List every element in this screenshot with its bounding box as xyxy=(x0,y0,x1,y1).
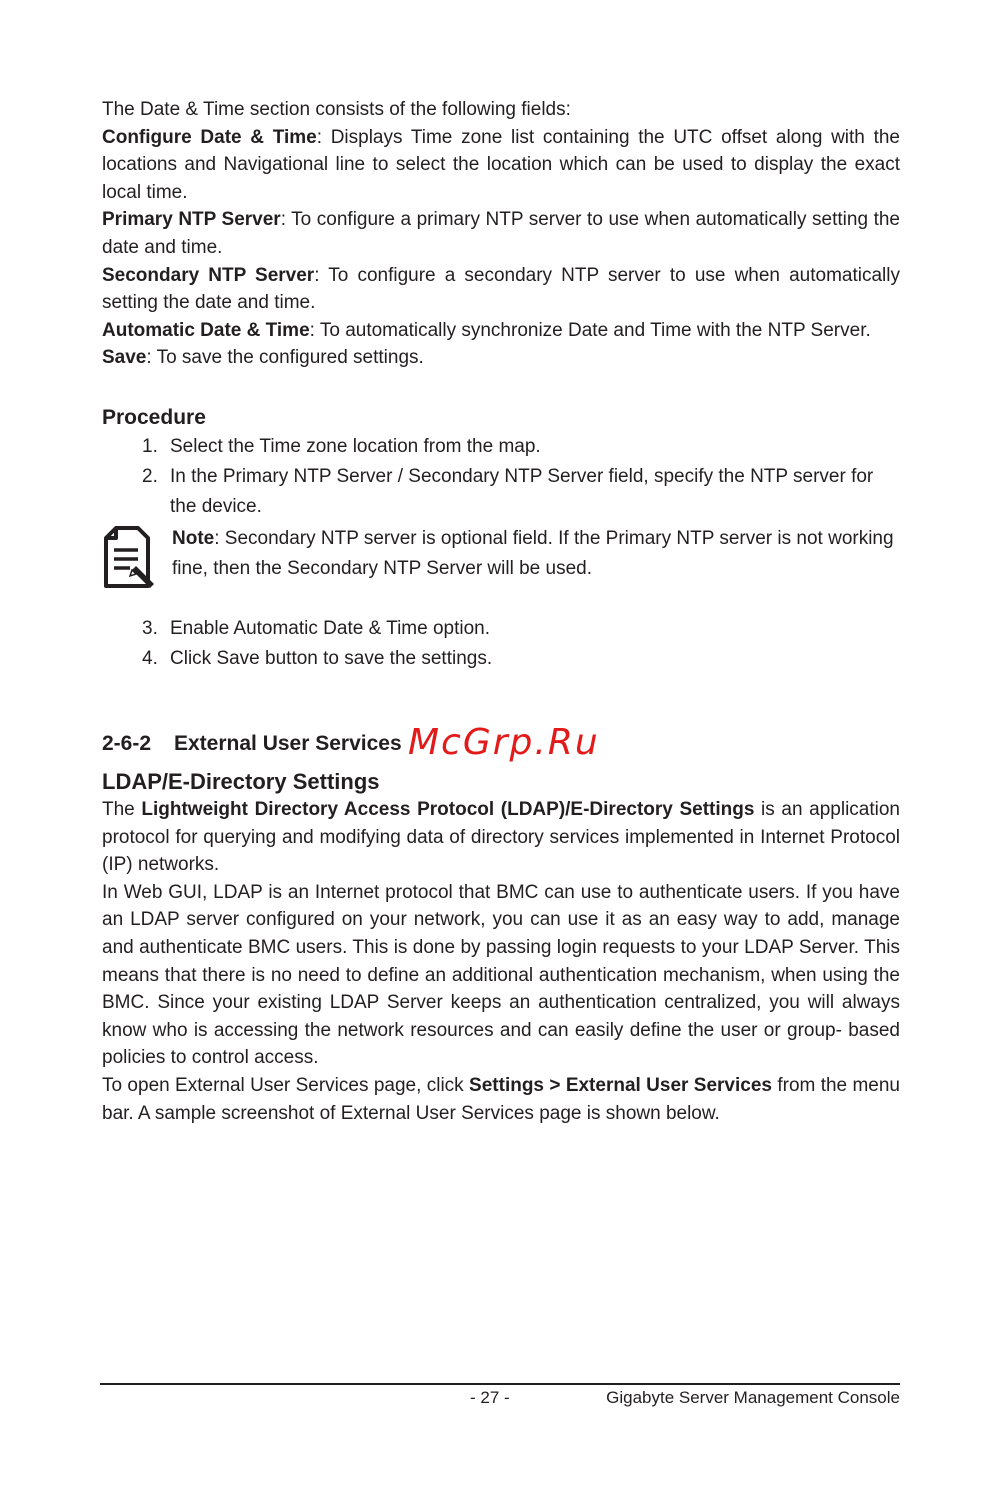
ldap-paragraph-3: To open External User Services page, click Settings > External User Services from the menu bar. A sample screenshot of External User Services page is shown below. xyxy=(102,1074,901,1124)
field-save: Save: To save the configured settings. xyxy=(102,347,424,369)
intro-line: The Date & Time section consists of the following fields: xyxy=(102,99,571,120)
procedure-steps-a xyxy=(102,432,900,522)
section-heading: 2-6-2 External User Services xyxy=(102,732,402,755)
ldap-paragraph-2: In Web GUI, LDAP is an Internet protocol that BMC can use to authenticate users. If you have an LDAP server configured on your network, you can use it as an easy way to add, manage and authenticate BMC users. This is done by passing login requests to your LDAP Server. This means that there is no need to define an additional authentication mechanism, when using the BMC. Since your existing LDAP Server keeps an authentication centralized, you will always know who is accessing the network resources and can easily define the user or group- based policies to control access. xyxy=(102,881,900,1069)
procedure-heading: Procedure xyxy=(102,406,206,429)
note-document-icon xyxy=(102,526,154,592)
ldap-body xyxy=(102,796,900,1127)
ldap-heading: LDAP/E-Directory Settings xyxy=(102,769,380,794)
field-automatic-date-time: Automatic Date & Time: To automatically synchronize Date and Time with the NTP Server. xyxy=(102,319,871,341)
procedure-step: 3. Enable Automatic Date & Time option. xyxy=(142,618,491,639)
watermark-text: McGrp.Ru xyxy=(408,722,600,763)
field-configure-date-time: Configure Date & Time: Displays Time zone list containing the UTC offset along with the locations and Navigational line to select the location which can be used to display the exact local time. xyxy=(102,126,900,203)
procedure-steps-b xyxy=(102,614,900,674)
field-secondary-ntp: Secondary NTP Server: To configure a secondary NTP server to use when automatically setting the date and time. xyxy=(102,264,900,314)
footer-rule xyxy=(100,1383,900,1385)
page-number: - 27 - xyxy=(470,1388,510,1407)
date-time-fields xyxy=(102,96,900,372)
footer-title: Gigabyte Server Management Console xyxy=(606,1388,900,1407)
note-block xyxy=(102,524,900,584)
procedure-step: 1. Select the Time zone location from the map. xyxy=(142,436,541,457)
procedure-step: 4. Click Save button to save the settings. xyxy=(142,648,493,669)
note-text: Note: Secondary NTP server is optional field. If the Primary NTP server is not working fine, then the Secondary NTP Server will be used. xyxy=(172,528,894,579)
procedure-step: 2. In the Primary NTP Server / Secondary NTP Server field, specify the NTP server for the device. xyxy=(142,466,874,517)
ldap-paragraph-1: The Lightweight Directory Access Protocol (LDAP)/E-Directory Settings is an application protocol for querying and modifying data of directory services implemented in Internet Protocol (IP) networks. xyxy=(102,799,900,876)
field-primary-ntp: Primary NTP Server: To configure a primary NTP server to use when automatically setting the date and time. xyxy=(102,209,900,258)
